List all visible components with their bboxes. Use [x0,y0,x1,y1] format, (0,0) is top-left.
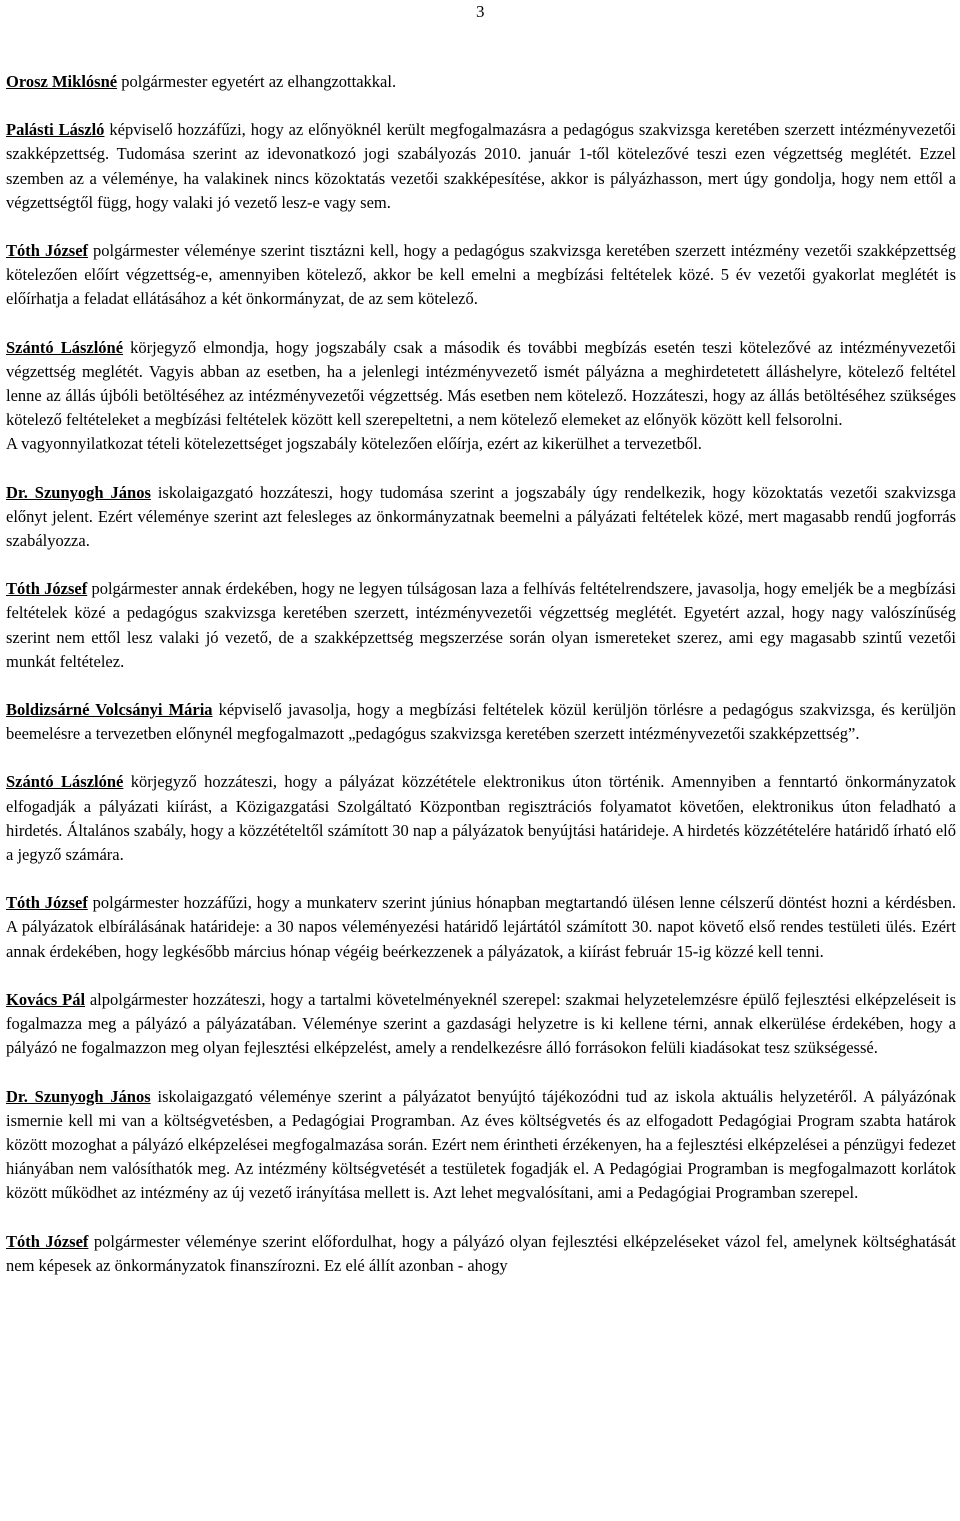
speaker-name: Szántó Lászlóné [6,772,124,792]
paragraph-3 [6,239,956,312]
paragraph-text: körjegyző elmondja, hogy jogszabály csak a második és további megbízás esetén teszi kötelezővé az intézményvezetői végzettség meglétét. Vagyis abban az esetben, ha a jelenlegi intézményvezető ismét pályázna a meghirdetetett álláshelyre, kötelező feltétel lenne az állás újbóli betöltéséhez az intézményvezetői végzettség. Más esetben nem kötelező. Hozzáteszi, hogy az állás betöltéséhez szükséges kötelező feltételeket a megbízási feltételek között kell szerepeltetni, a nem kötelező elemeket az előnyök között kell felsorolni. [6,337,956,430]
paragraph-6 [6,577,956,674]
paragraph-text: polgármester véleménye szerint előfordulhat, hogy a pályázó olyan fejlesztési elképzeléseket vázol fel, amelynek költséghatását nem képesek az önkormányzatok finanszírozni. Ez elé állít azonban - ahogy [6,1231,956,1275]
paragraph-8 [6,770,956,867]
paragraph-text: polgármester véleménye szerint tisztázni kell, hogy a pedagógus szakvizsga keretében szerzett intézmény vezetői szakképzettség kötelezően előírt végzettség-e, amennyiben kötelező, akkor be kell emelni a megbízási feltételek közé. 5 év vezetői gyakorlat meglétét is előírhatja a feladat ellátásához a két önkormányzat, de az sem kötelező. [6,241,956,309]
paragraph-text: alpolgármester hozzáteszi, hogy a tartalmi követelményeknél szerepel: szakmai helyzetelemzésre épülő fejlesztési elképzeléseit is fogalmazza meg a pályázó a pályázatában. Véleménye szerint a gazdasági helyzetre is ki kellene térni, annak elkerülése érdekében, hogy a pályázó ne fogalmazzon meg olyan fejlesztési elképzelést, amely a rendelkezésre álló forrásokon felüli kiadásokat tesz szükségessé. [6,989,956,1058]
paragraph-text: polgármester egyetért az elhangzottakkal. [117,72,397,91]
paragraph-12 [6,1230,956,1278]
paragraph-text: iskolaigazgató véleménye szerint a pályázatot benyújtó tájékozódni tud az iskola aktuális helyzetéről. A pályázónak ismernie kell mi van a költségvetésben, a Pedagógiai Programban. Az éves költségvetés és az elfogadott Pedagógiai Program szabta határok között mozoghat a pályázó elképzelései megfogalmazása során. Ezért nem érintheti érzékenyen, ha a fejlesztési elképzelései a pénzügyi fedezet hiányában nem valósíthatók meg. Az intézmény költségvetését a testületek fogadják el. A Pedagógiai Programban is megfogalmazott korlátok között működhet az intézmény az új vezető irányítása mellett is. Azt lehet megvalósítani, ami a Pedagógiai Programban szerepel. [6,1086,957,1203]
paragraph-text: iskolaigazgató hozzáteszi, hogy tudomása szerint a jogszabály úgy rendelkezik, hogy közoktatás vezetői szakvizsga előnyt jelent. Ezért véleménye szerint azt felesleges az önkormányzatnak beemelni a pályázati feltételek közé, mert magasabb rendű jogforrás szabályozza. [6,482,956,551]
paragraph-5 [6,481,956,554]
paragraph-text: polgármester annak érdekében, hogy ne legyen túlságosan laza a felhívás feltételrendszere, javasolja, hogy emeljék be a megbízási feltételek közé a pedagógus szakvizsga keretében szerzett, intézményvezetői végzettség meglétét. Egyetért azzal, hogy nagy valószínűség szerint nem ettől lesz valaki jó vezető, de a szakképzettség megszerzése során olyan ismereteket szerez, ami egy magasabb szintű vezetői munkát feltételez. [6,579,956,671]
speaker-name: Tóth József [6,579,88,599]
speaker-name: Palásti László [6,120,105,140]
paragraph-text: polgármester hozzáfűzi, hogy a munkaterv szerint június hónapban megtartandó ülésen lenne célszerű döntést hozni a kérdésben. A pályázatok elbírálásának határideje: a 30 napos véleményezési határidő lejártától számított 30. napot követő első rendes testületi ülés. Ezért annak érdekében, hogy legkésőbb március hónap végéig beérkezzenek a pályázatok, a kiírást február 15-ig közzé kell tenni. [6,893,956,961]
paragraph-7 [6,698,956,746]
speaker-name: Dr. Szunyogh János [6,482,151,502]
speaker-name: Boldizsárné Volcsányi Mária [6,700,213,720]
speaker-name: Kovács Pál [6,989,86,1009]
speaker-name: Orosz Miklósné [6,72,118,91]
document-body [6,70,956,1302]
paragraph-2 [6,118,956,215]
paragraph-11 [6,1085,956,1206]
page-number: 3 [476,2,485,21]
paragraph-4 [6,336,956,433]
paragraph-9 [6,891,956,964]
speaker-name: Tóth József [6,1231,89,1251]
paragraph-4-continuation: A vagyonnyilatkozat tételi kötelezettséget jogszabály kötelezően előírja, ezért az kikerülhet a tervezetből. [6,434,702,454]
paragraph-text: körjegyző hozzáteszi, hogy a pályázat közzététele elektronikus úton történik. Amennyiben a fenntartó önkormányzatok elfogadják a pályázati kiírást, a Közigazgatási Szolgáltató Központban regisztrációs folyamatot követően, elektronikus úton feladható a hirdetés. Általános szabály, hogy a közzétételtől számított 30 nap a pályázatok benyújtási határideje. A hirdetés közzétételére határidő írható elő a jegyző számára. [6,772,956,865]
paragraph-1 [6,70,956,94]
paragraph-10 [6,988,956,1061]
speaker-name: Szántó Lászlóné [6,337,124,357]
speaker-name: Dr. Szunyogh János [6,1086,151,1106]
speaker-name: Tóth József [6,893,88,913]
speaker-name: Tóth József [6,241,89,261]
paragraph-text: képviselő hozzáfűzi, hogy az előnyöknél került megfogalmazásra a pedagógus szakvizsga keretében szerzett intézményvezetői szakképzettség. Tudomása szerint az idevonatkozó jogi szabályozás 2010. január 1-től kötelezővé teszi ezen végzettség meglétét. Ezzel szemben az a véleménye, ha valakinek nincs közoktatás vezetői szakképesítése, akkor is pályázhasson, mert úgy gondolja, hogy nem ettől a végzettségtől függ, hogy valaki jó vezető lesz-e vagy sem. [6,120,957,212]
paragraph-text: képviselő javasolja, hogy a megbízási feltételek közül kerüljön törlésre a pedagógus szakvizsga, és kerüljön beemelésre a tervezetben előnynél megfogalmazott „pedagógus szakvizsga keretében szerzett intézményvezetői szakképzettség”. [6,700,957,744]
